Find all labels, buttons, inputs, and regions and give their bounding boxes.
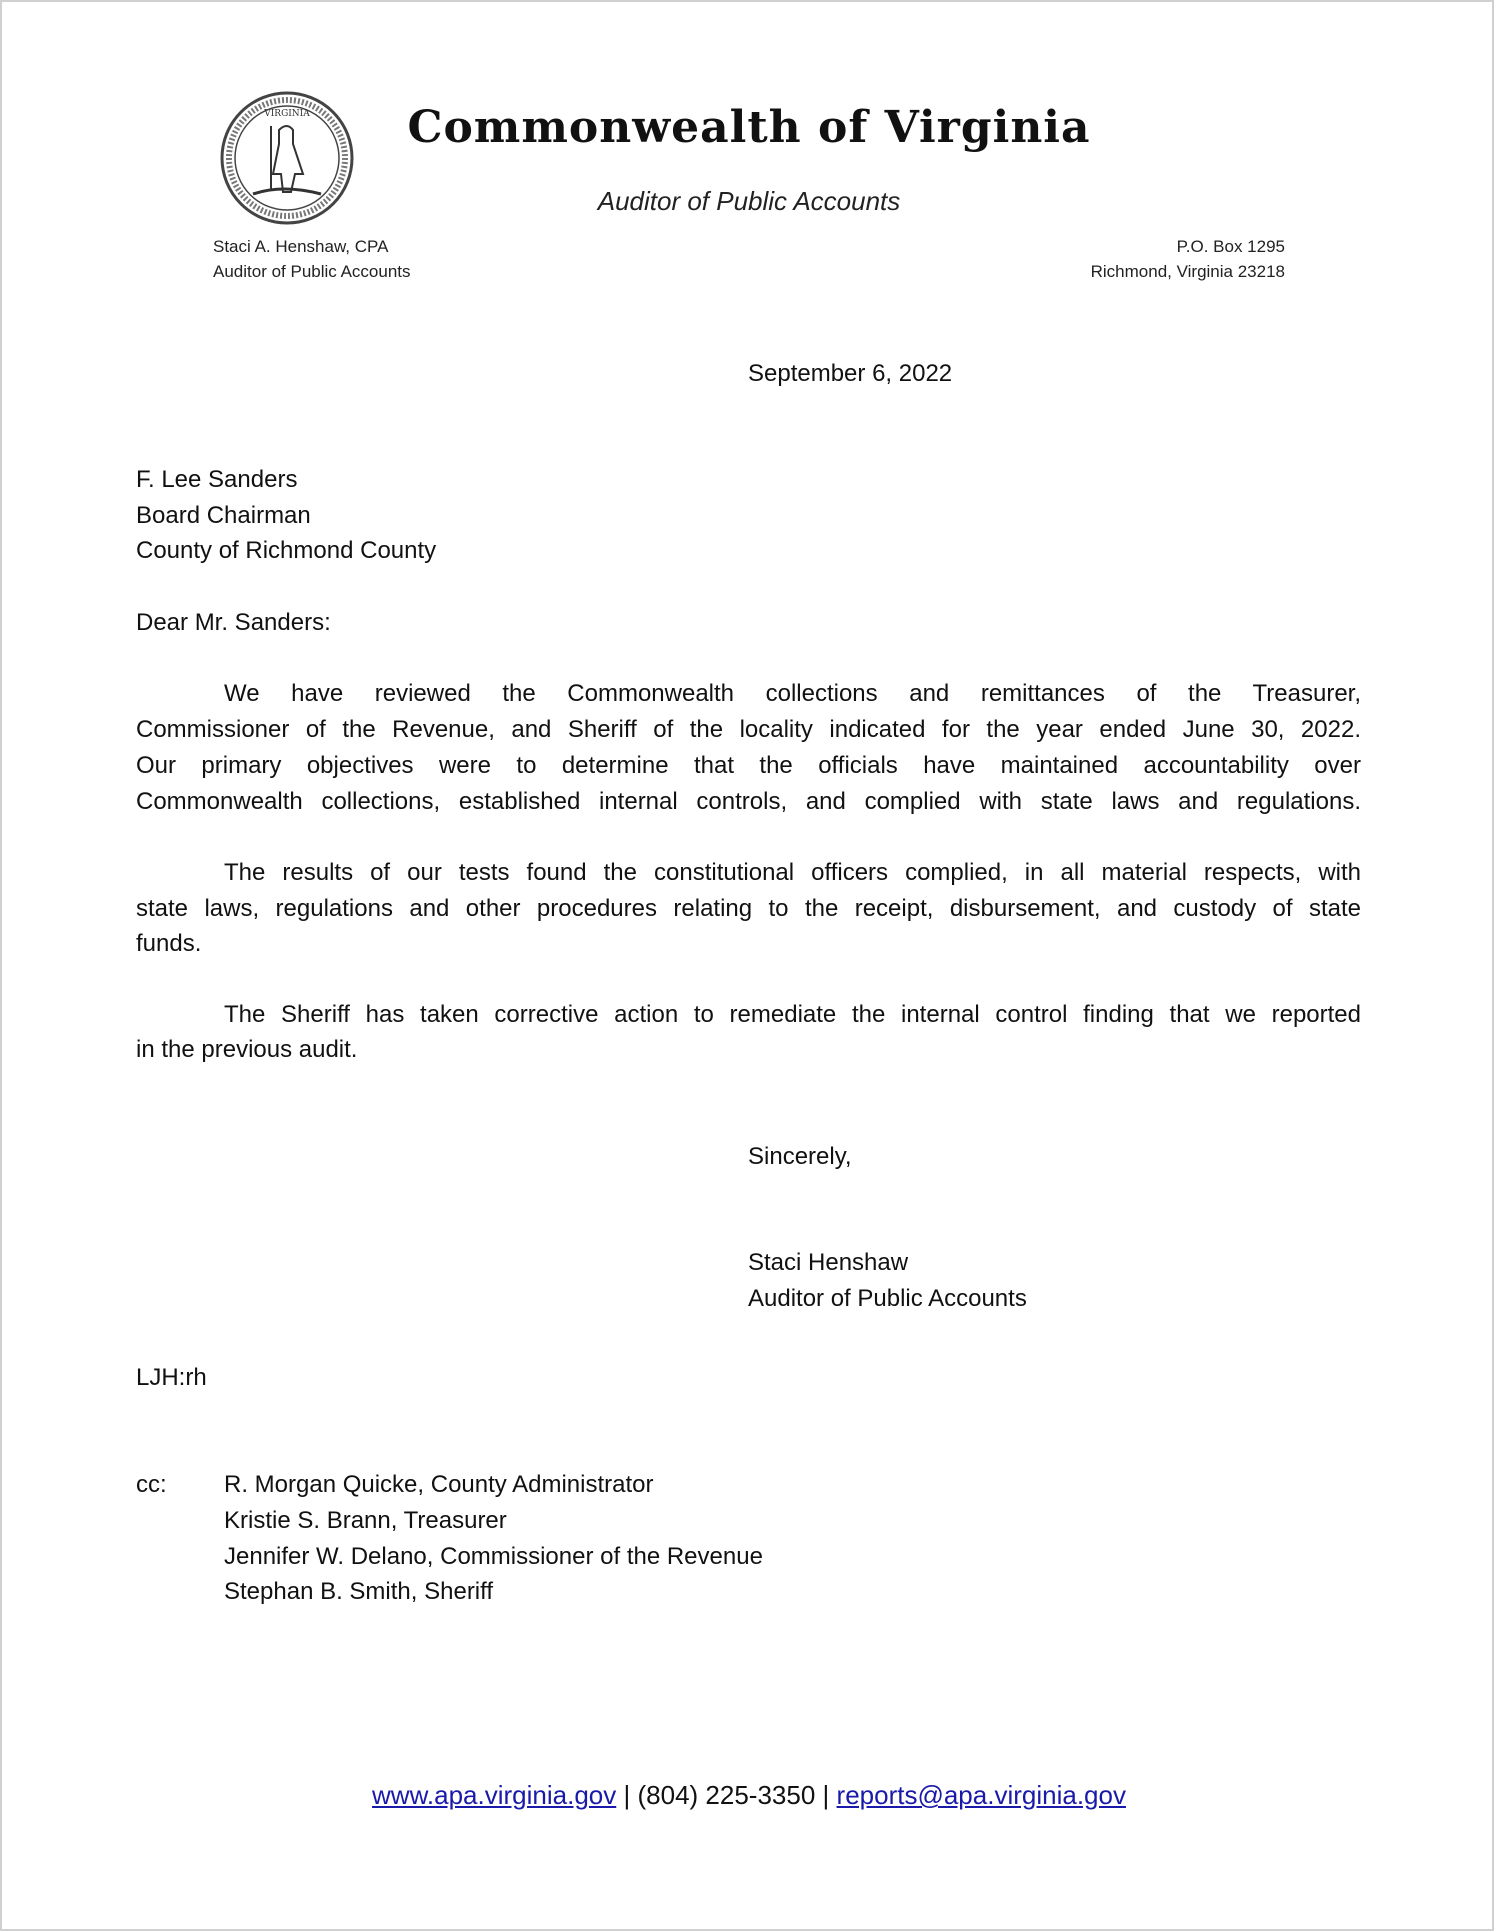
signature-title: Auditor of Public Accounts bbox=[748, 1285, 1027, 1312]
recipient-title: Board Chairman bbox=[136, 502, 311, 529]
phone-number: (804) 225-3350 bbox=[637, 1780, 816, 1810]
cc-recipient: Jennifer W. Delano, Commissioner of the Revenue bbox=[224, 1543, 763, 1570]
separator: | bbox=[623, 1780, 631, 1810]
letterhead-subtitle: Auditor of Public Accounts bbox=[597, 186, 901, 216]
auditor-name: Staci A. Henshaw, CPA bbox=[213, 237, 389, 256]
paragraph-2-line: funds. bbox=[136, 930, 202, 957]
separator: | bbox=[822, 1780, 830, 1810]
city-address: Richmond, Virginia 23218 bbox=[1090, 262, 1285, 281]
paragraph-1-line: Our primary objectives were to determine that the officials have maintained accountability over bbox=[136, 752, 1361, 779]
paragraph-2-line: The results of our tests found the constitutional officers complied, in all material respects, with bbox=[224, 859, 1361, 886]
closing: Sincerely, bbox=[748, 1143, 852, 1170]
paragraph-1-line: Commissioner of the Revenue, and Sheriff of the locality indicated for the year ended June 30, 2022. bbox=[136, 716, 1361, 743]
paragraph-1-line: Commonwealth collections, established internal controls, and complied with state laws and regulations. bbox=[136, 788, 1361, 815]
signature-name: Staci Henshaw bbox=[748, 1249, 909, 1276]
initials: LJH:rh bbox=[136, 1364, 207, 1391]
cc-recipient: Stephan B. Smith, Sheriff bbox=[224, 1578, 494, 1605]
recipient-name: F. Lee Sanders bbox=[136, 466, 298, 493]
recipient-organization: County of Richmond County bbox=[136, 537, 437, 564]
paragraph-3-line: in the previous audit. bbox=[136, 1036, 358, 1063]
cc-recipient: Kristie S. Brann, Treasurer bbox=[224, 1507, 507, 1534]
paragraph-3-line: The Sheriff has taken corrective action to remediate the internal control finding that we reported bbox=[224, 1001, 1361, 1028]
email-link[interactable]: reports@apa.virginia.gov bbox=[836, 1780, 1126, 1810]
auditor-title: Auditor of Public Accounts bbox=[213, 262, 411, 281]
letterhead-title: Commonwealth of Virginia bbox=[407, 102, 1091, 153]
letter-date: September 6, 2022 bbox=[748, 360, 953, 387]
cc-recipient: R. Morgan Quicke, County Administrator bbox=[224, 1471, 654, 1498]
cc-label: cc: bbox=[136, 1471, 167, 1498]
paragraph-1-line: We have reviewed the Commonwealth collections and remittances of the Treasurer, bbox=[224, 680, 1361, 707]
paragraph-2-line: state laws, regulations and other procedures relating to the receipt, disbursement, and custody of state bbox=[136, 895, 1361, 922]
salutation: Dear Mr. Sanders: bbox=[136, 609, 331, 636]
website-link[interactable]: www.apa.virginia.gov bbox=[372, 1780, 617, 1810]
footer-contact bbox=[2, 1780, 1494, 1811]
svg-text:VIRGINIA: VIRGINIA bbox=[264, 109, 310, 119]
po-box: P.O. Box 1295 bbox=[1176, 237, 1285, 256]
